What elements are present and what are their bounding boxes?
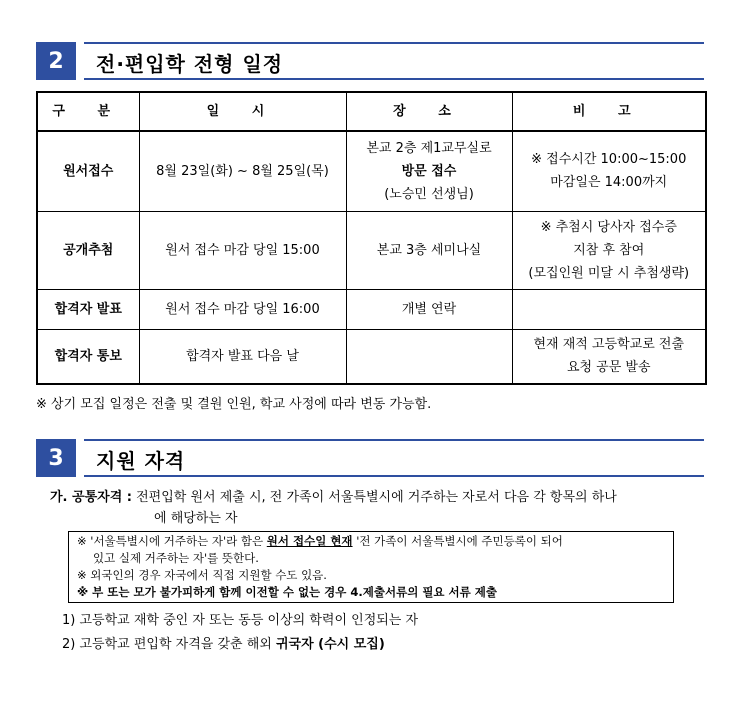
- note-line: 지참 후 참여: [573, 242, 645, 258]
- table-row: [37, 289, 706, 329]
- note-line: 마감일은 14:00까지: [550, 175, 668, 191]
- row-datetime: 원서 접수 마감 당일 15:00: [139, 211, 346, 289]
- notice-text: ※ '서울특별시에 거주하는 자'라 함은: [77, 534, 267, 548]
- common-qualification-label: 가. 공통자격 :: [50, 490, 132, 505]
- section-number-badge: 2: [36, 42, 76, 80]
- column-header: 일 시: [139, 92, 346, 131]
- section-title: 전·편입학 전형 일정: [96, 52, 284, 76]
- header-rule-bottom: [84, 78, 704, 80]
- note-line: ※ 추첨시 당사자 접수증: [540, 219, 677, 235]
- common-qualification-text: 전편입학 원서 제출 시, 전 가족이 서울특별시에 거주하는 자로서 다음 각 항목의 하나: [136, 490, 617, 505]
- section-title: 지원 자격: [96, 449, 186, 473]
- list-item: [62, 633, 418, 657]
- list-item-emphasis: 귀국자 (수시 모집): [275, 637, 385, 652]
- qualification-list: [62, 609, 418, 657]
- place-line: 방문 접수: [401, 163, 457, 179]
- column-header: 장 소: [346, 92, 512, 131]
- row-note: [512, 329, 706, 384]
- column-header: 구 분: [37, 92, 139, 131]
- header-rule-bottom: [84, 475, 704, 477]
- header-rule-top: [84, 439, 704, 441]
- section-2-header: [36, 42, 704, 82]
- schedule-footnote: ※ 상기 모집 일정은 전출 및 결원 인원, 학교 사정에 따라 변동 가능함.: [36, 397, 432, 412]
- row-datetime: 8월 23일(화) ~ 8월 25일(목): [139, 131, 346, 211]
- row-category: 합격자 통보: [37, 329, 139, 384]
- row-place: [346, 329, 512, 384]
- table-row: [37, 211, 706, 289]
- section-3-header: [36, 439, 704, 479]
- notice-line: ※ 부 또는 모가 불가피하게 함께 이전할 수 없는 경우 4.제출서류의 필요 서류 제출: [77, 585, 497, 599]
- row-category: 합격자 발표: [37, 289, 139, 329]
- notice-emphasis: 원서 접수일 현재: [266, 534, 353, 548]
- row-datetime: 원서 접수 마감 당일 16:00: [139, 289, 346, 329]
- notice-text: '전 가족이 서울특별시에 주민등록이 되어: [352, 534, 563, 548]
- list-item-text: 2) 고등학교 편입학 자격을 갖춘 해외: [62, 637, 276, 652]
- table-header-row: [37, 92, 706, 131]
- table-row: [37, 329, 706, 384]
- header-rule-top: [84, 42, 704, 44]
- place-line: (노승민 선생님): [384, 186, 474, 202]
- column-header: 비 고: [512, 92, 706, 131]
- row-category: 공개추첨: [37, 211, 139, 289]
- row-datetime: 합격자 발표 다음 날: [139, 329, 346, 384]
- note-line: (모집인원 미달 시 추첨생략): [528, 265, 690, 281]
- place-line: 본교 2층 제1교무실로: [366, 140, 492, 156]
- row-category: 원서접수: [37, 131, 139, 211]
- notice-line: 있고 실제 거주하는 자'를 뜻한다.: [93, 551, 259, 565]
- row-place: 개별 연락: [346, 289, 512, 329]
- row-place: 본교 3층 세미나실: [346, 211, 512, 289]
- note-line: 현재 재적 고등학교로 전출: [533, 337, 685, 353]
- notice-box: [68, 531, 674, 603]
- note-line: 요청 공문 발송: [566, 360, 651, 376]
- list-item: 1) 고등학교 재학 중인 자 또는 동등 이상의 학력이 인정되는 자: [62, 613, 419, 628]
- section-number-badge: 3: [36, 439, 76, 477]
- schedule-table: [36, 91, 707, 385]
- common-qualification-text-cont: 에 해당하는 자: [154, 511, 238, 526]
- table-row: [37, 131, 706, 211]
- common-qualification: [50, 487, 710, 529]
- row-place: [346, 131, 512, 211]
- notice-line: ※ 외국인의 경우 자국에서 직접 지원할 수도 있음.: [77, 568, 327, 582]
- row-note: [512, 211, 706, 289]
- row-note: [512, 289, 706, 329]
- notice-line: [77, 533, 665, 550]
- note-line: ※ 접수시간 10:00~15:00: [531, 152, 687, 168]
- row-note: [512, 131, 706, 211]
